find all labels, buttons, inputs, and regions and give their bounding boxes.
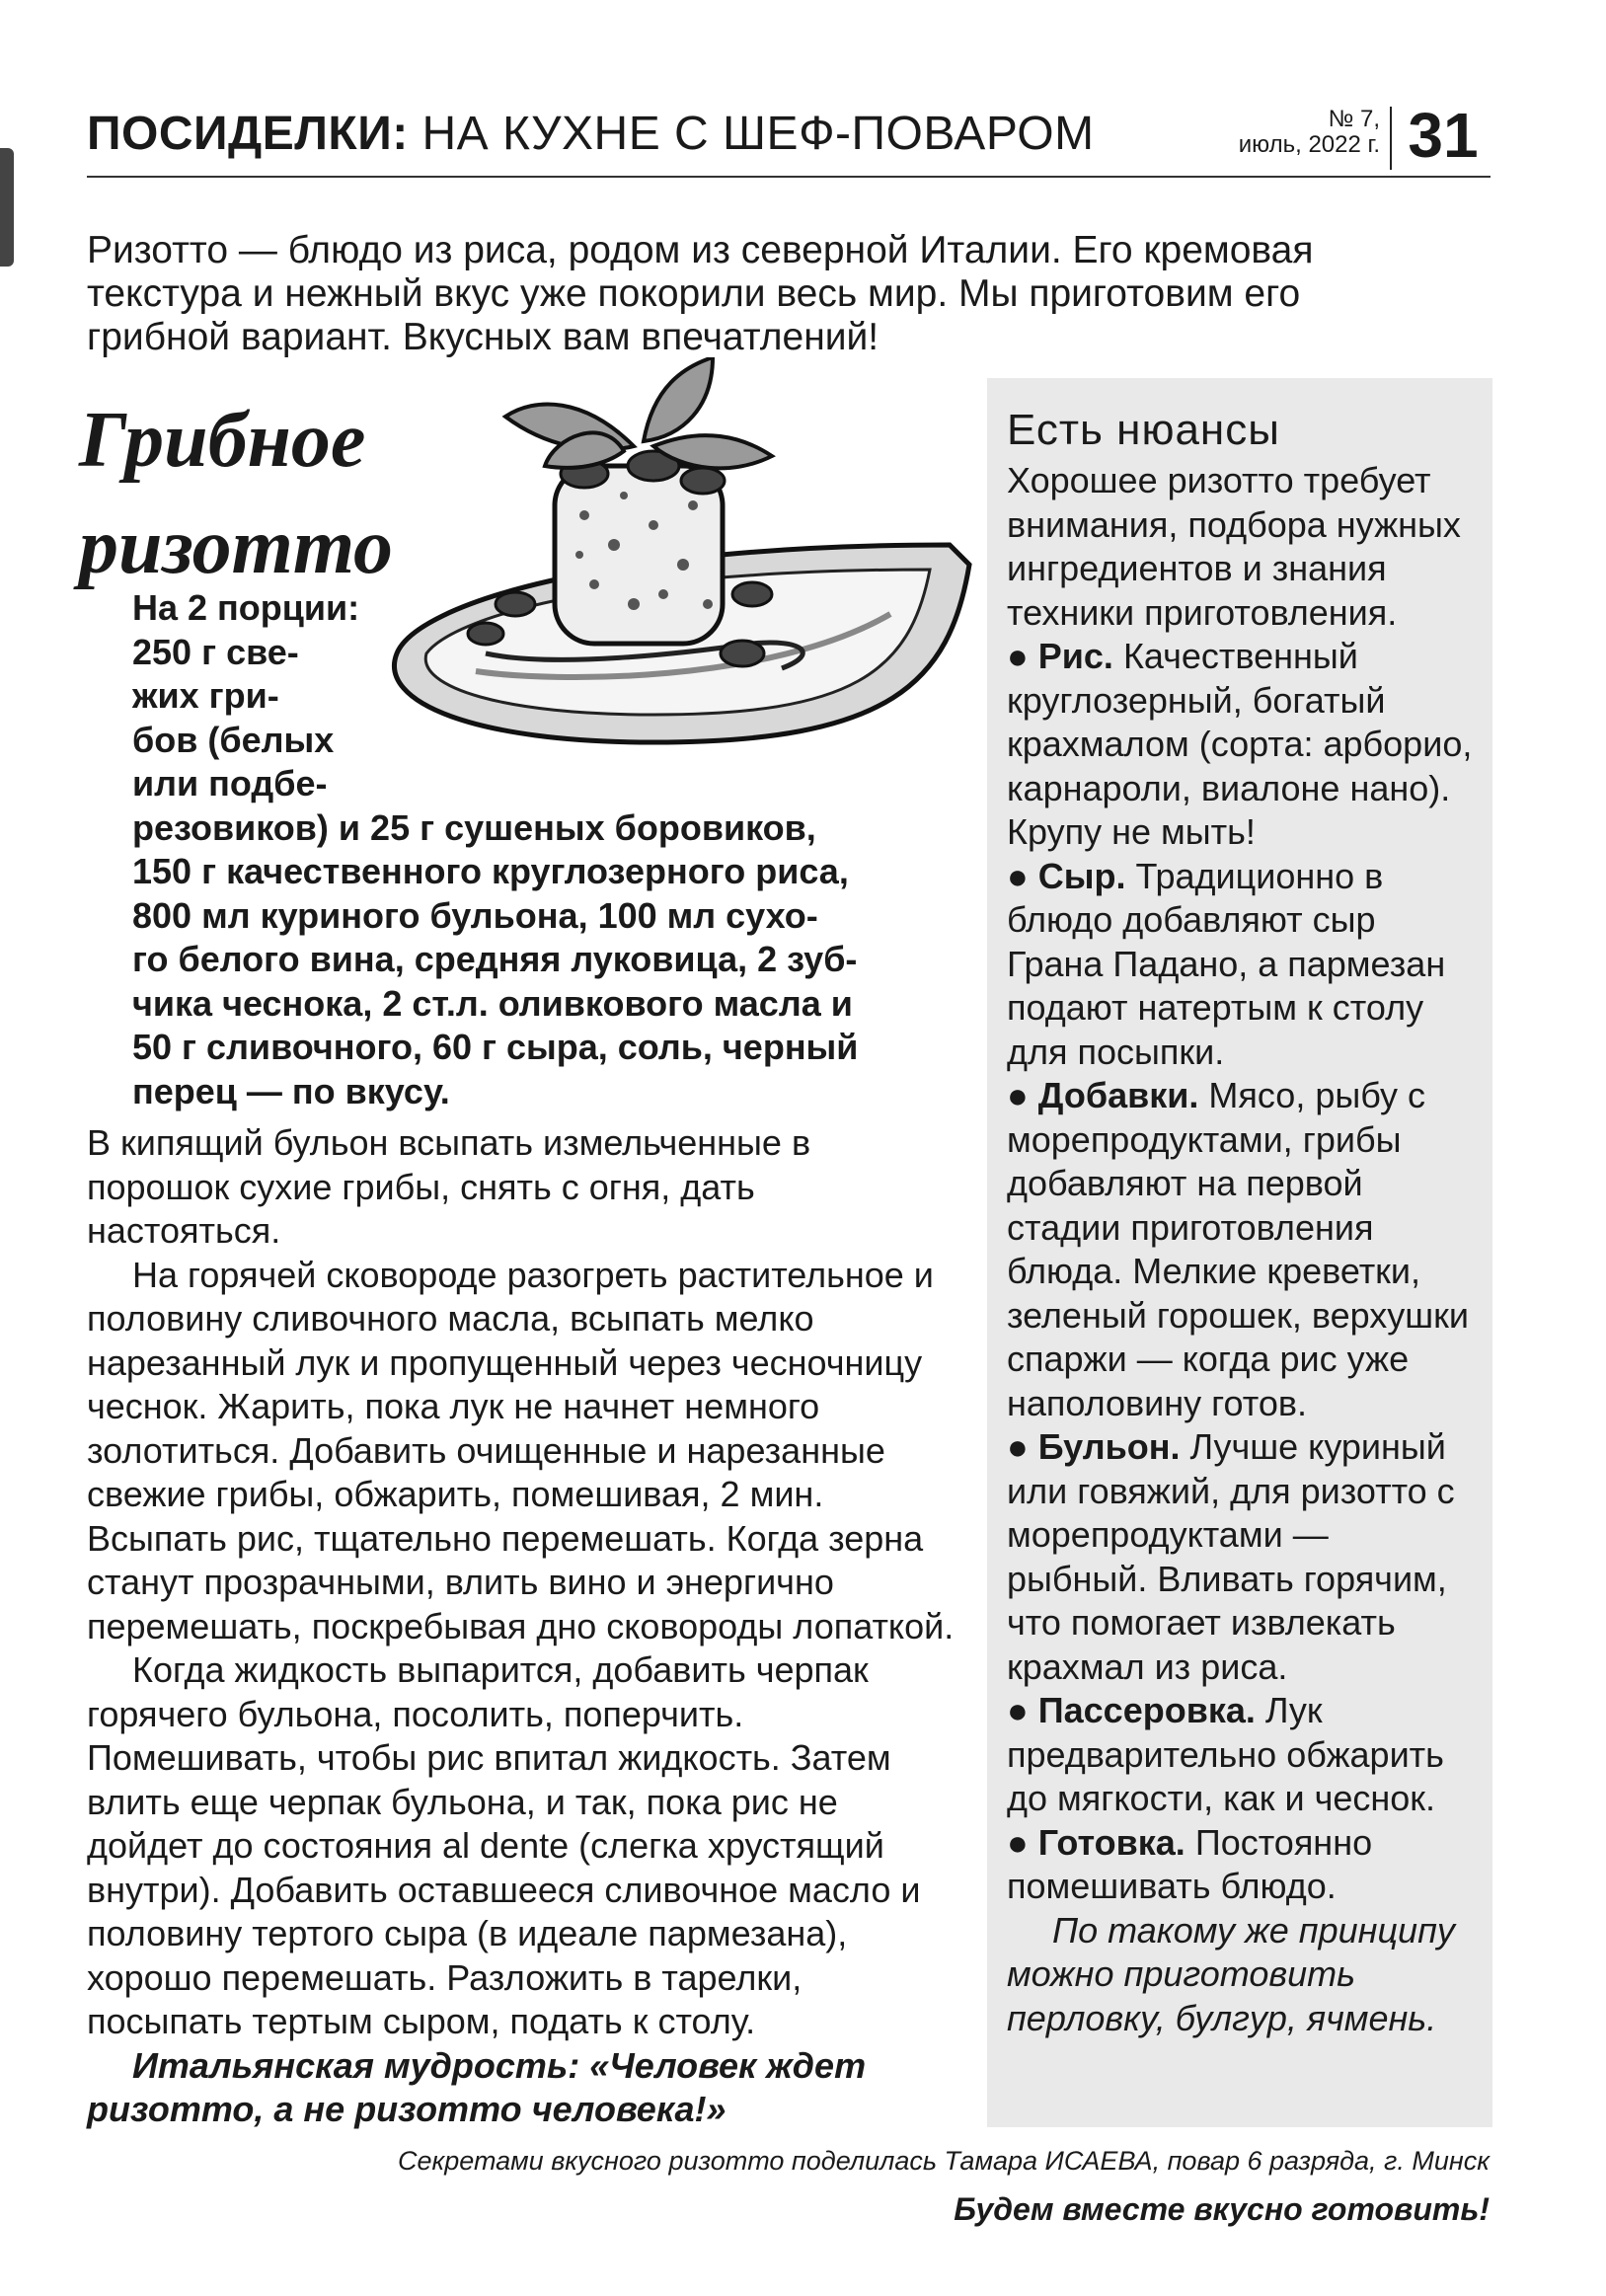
ingredients-block [132,586,957,1113]
recipe-title-line2: ризотто [79,503,394,590]
tip-saute [1007,1689,1479,1821]
ingredients-line: чика чеснока, 2 ст.л. оливкового масла и [132,982,853,1024]
ingredients-line: 250 г све- [132,631,299,672]
tip-label: Рис. [1037,636,1113,676]
intro-text: Ризотто — блюдо из риса, родом из северной Италии. Его кремовая текстура и нежный вкус уже покорили весь мир. Мы приготовим его грибной вариант. Вкусных вам впечатлений! [87,229,1314,358]
italian-wisdom-quote: Итальянская мудрость: «Человек ждет ризотто, а не ризотто человека!» [87,2044,867,2129]
header-rule [87,176,1491,178]
tip-text: Лучше куриный или говяжий, для ризотто с морепродуктами — рыбный. Вливать горячим, что помогает извлекать крахмал из риса. [1007,1426,1455,1687]
section-subtitle: НА КУХНЕ С ШЕФ-ПОВАРОМ [421,108,1095,160]
method-block [87,1121,957,2132]
ingredients-line: 150 г качественного круглозерного риса, [132,851,849,891]
bullet-icon: ● [1007,636,1029,676]
page-edge-shadow [0,148,14,267]
sidebar-heading: Есть нюансы [1007,406,1280,454]
tip-text: Постоянно помешивать блюдо. [1007,1821,1373,1906]
tip-label: Добавки. [1037,1075,1199,1115]
tip-text: Качественный круглозерный, богатый крахмалом (сорта: арборио, карнароли, виалоне нано). Крупу не мыть! [1007,636,1473,852]
bullet-icon: ● [1007,1426,1029,1467]
tip-cooking [1007,1821,1479,1909]
tip-text: Традиционно в блюдо добавляют сыр Грана Падано, а пармезан подают натертым к столу для посыпки. [1007,855,1446,1072]
issue-info [1239,107,1380,158]
tip-text: Мясо, рыбу с морепродуктами, грибы добавляют на первой стадии приготовления блюда. Мелкие креветки, зеленый горошек, верхушки спаржи — когда рис уже наполовину готов. [1007,1075,1469,1423]
tip-text: Лук предварительно обжарить до мягкости, как и чеснок. [1007,1690,1444,1818]
sidebar-closing: По такому же принципу можно приготовить перловку, булгур, ячмень. [1007,1909,1455,2038]
tip-label: Сыр. [1037,855,1126,896]
nuances-sidebar [987,378,1492,2127]
issue-number: № 7, [1328,106,1380,132]
intro-paragraph [87,229,1410,359]
bullet-icon: ● [1007,1690,1029,1730]
section-name: ПОСИДЕЛКИ: [87,108,409,160]
ingredients-line: жих гри- [132,675,279,716]
tip-cheese [1007,855,1479,1075]
signoff: Будем вместе вкусно готовить! [954,2191,1490,2227]
tip-broth [1007,1425,1479,1689]
ingredients-line: резовиков) и 25 г сушеных боровиков, [132,806,816,848]
bullet-icon: ● [1007,1075,1029,1115]
bullet-icon: ● [1007,1821,1029,1863]
ingredients-line: 800 мл куриного бульона, 100 мл сухо- [132,894,818,936]
tip-label: Готовка. [1037,1821,1185,1863]
ingredients-line: или подбе- [132,763,328,804]
ingredients-line: перец — по вкусу. [132,1070,450,1111]
author-credit: Секретами вкусного ризотто поделилась Тамара ИСАЕВА, повар 6 разряда, г. Минск [397,2146,1490,2176]
ingredients-line: 50 г сливочного, 60 г сыра, соль, черный [132,1027,859,1067]
method-step: На горячей сковороде разогреть растительное и половину сливочного масла, всыпать мелко нарезанный лук и пропущенный через чесночницу чеснок. Жарить, пока лук не начнет немного золотиться. Добавить очищенные и нарезанные свежие грибы, обжарить, помешивая, 2 мин. Всыпать рис, тщательно перемешать. Когда зерна станут прозрачными, влить вино и энергично перемешать, поскребывая дно сковороды лопаткой. [87,1254,955,1646]
header-divider [1390,107,1392,170]
method-step: Когда жидкость выпарится, добавить черпак горячего бульона, посолить, поперчить. Помешивать, чтобы рис впитал жидкость. Затем влить еще черпак бульона, и так, пока рис не дойдет до состояния al dente (слегка хрустящий внутри). Добавить оставшееся сливочное масло и половину тертого сыра (в идеале пармезана), хорошо перемешать. Разложить в тарелки, посыпать тертым сыром, подать к столу. [87,1649,921,2041]
issue-date: июль, 2022 г. [1238,131,1380,158]
sidebar-lead: Хорошее ризотто требует внимания, подбора нужных ингредиентов и знания техники приготовления. [1007,460,1461,633]
method-step: В кипящий бульон всыпать измельченные в порошок сухие грибы, снять с огня, дать настояться. [87,1122,811,1251]
ingredients-line: бов (белых [132,719,335,760]
tip-additions [1007,1074,1479,1425]
tip-label: Пассеровка. [1037,1690,1256,1730]
tip-rice [1007,635,1479,855]
recipe-title [79,387,393,600]
page-header [87,99,1491,178]
page-number: 31 [1408,100,1479,171]
tip-label: Бульон. [1037,1426,1181,1467]
ingredients-line: На 2 порции: [132,587,360,628]
recipe-title-line1: Грибное [79,397,366,484]
ingredients-line: го белого вина, средняя луковица, 2 зуб- [132,939,858,979]
bullet-icon: ● [1007,855,1029,896]
section-title [87,107,1095,161]
